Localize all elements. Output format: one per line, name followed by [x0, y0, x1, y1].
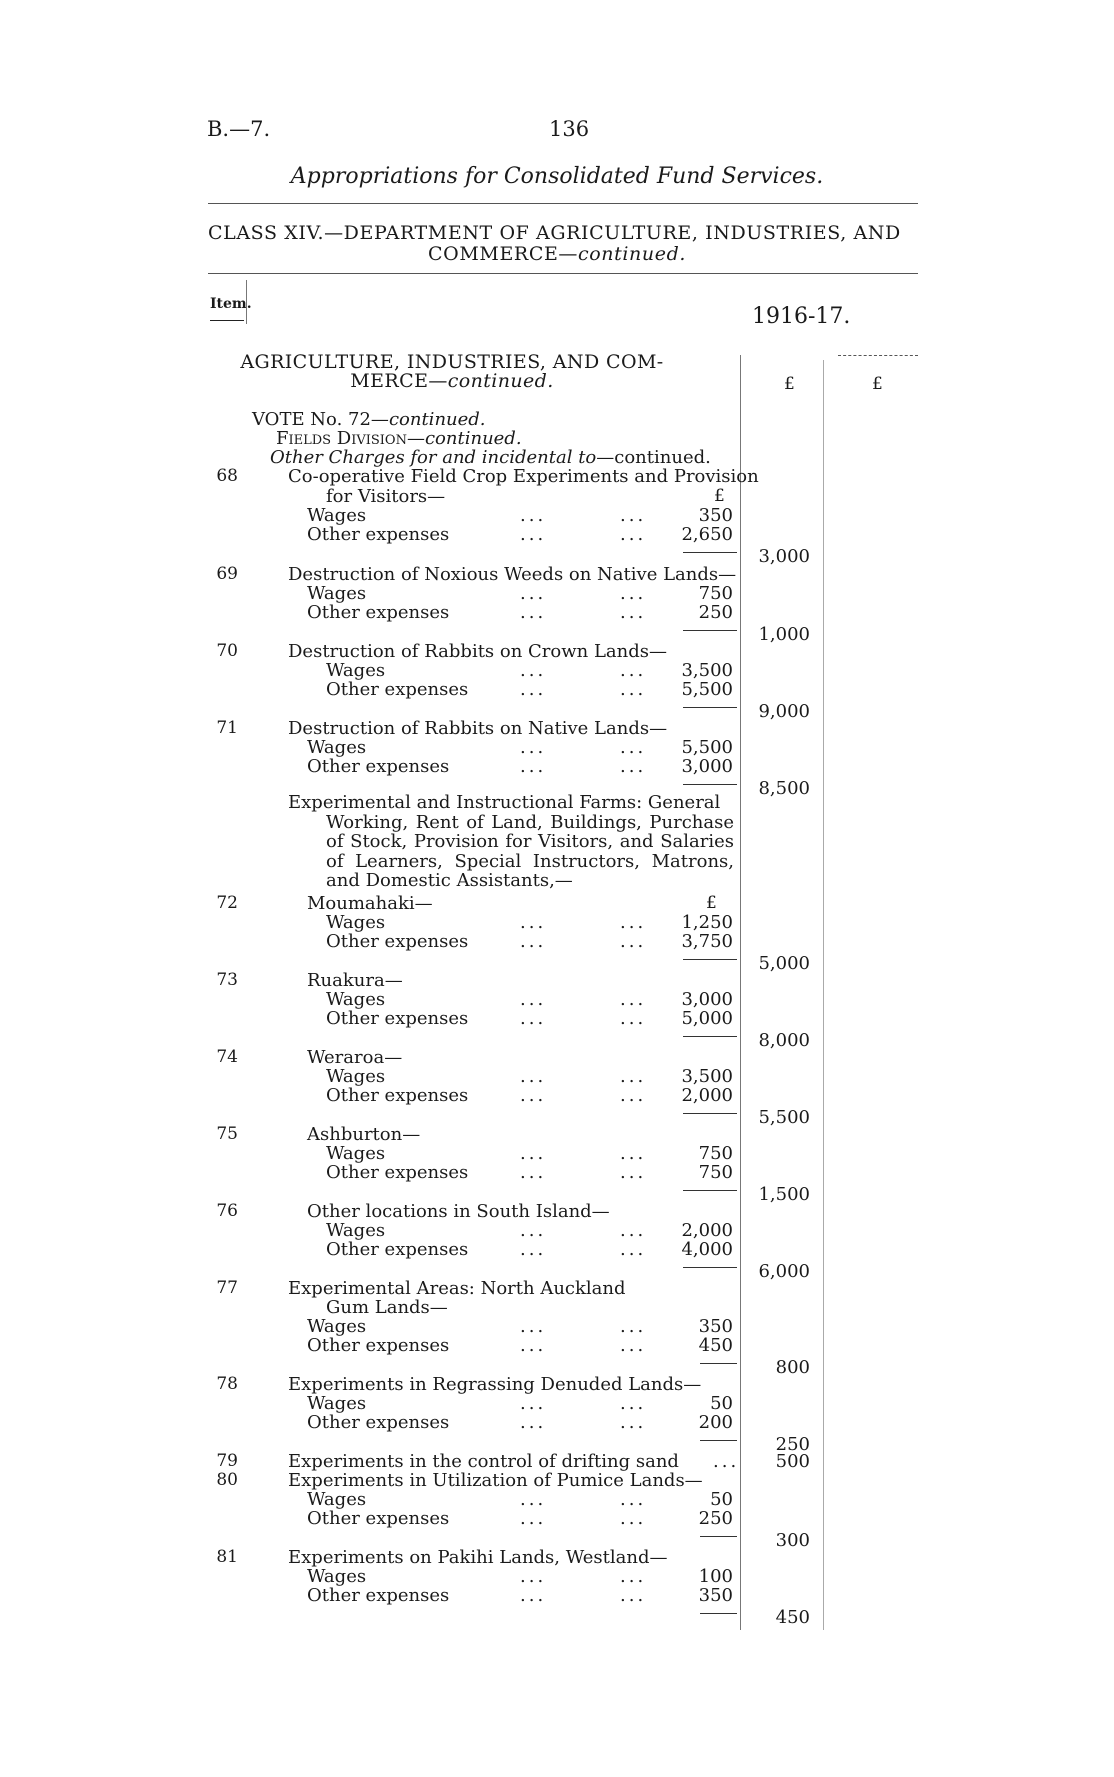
division-heading: [276, 428, 522, 449]
leader-dots: ...: [620, 912, 647, 933]
leader-dots: ...: [520, 660, 547, 681]
wages-label: Wages: [307, 1566, 367, 1587]
class-heading-line2: [0, 243, 1114, 265]
charges-continued: —continued.: [596, 447, 711, 468]
leader-dots: ...: [620, 660, 647, 681]
page-number: 136: [549, 117, 590, 141]
item-header-rule: [210, 320, 244, 321]
item-description-cont: Gum Lands—: [326, 1297, 448, 1318]
sum-rule: [700, 1363, 737, 1364]
other-expenses-amount: 3,750: [681, 931, 733, 952]
item-total: 1,500: [758, 1184, 810, 1205]
wages-label: Wages: [326, 1143, 386, 1164]
item-description: Experiments in Utilization of Pumice Lands—: [288, 1470, 703, 1491]
class-heading-commerce: COMMERCE—: [428, 243, 579, 265]
total-column-divider: [823, 360, 824, 1630]
other-expenses-amount: 250: [698, 1508, 733, 1529]
leader-dots: ...: [520, 1316, 547, 1337]
leader-dots: ...: [620, 1585, 647, 1606]
sum-rule: [683, 707, 737, 708]
sum-rule: [683, 784, 737, 785]
leader-dots: ...: [620, 1393, 647, 1414]
leader-dots: ...: [620, 1162, 647, 1183]
other-expenses-amount: 3,000: [681, 756, 733, 777]
leader-dots: ...: [620, 602, 647, 623]
leader-dots: ...: [520, 679, 547, 700]
leader-dots: ...: [520, 583, 547, 604]
other-expenses-amount: 450: [698, 1335, 733, 1356]
wages-amount: 50: [710, 1489, 733, 1510]
wages-amount: 3,500: [681, 1066, 733, 1087]
item-number: 78: [216, 1374, 238, 1394]
leader-dots: ...: [620, 1489, 647, 1510]
item-number: 70: [216, 641, 238, 661]
pound-sign: £: [714, 486, 725, 506]
item-number: 72: [216, 893, 238, 913]
wages-label: Wages: [326, 1220, 386, 1241]
item-total: 800: [775, 1357, 810, 1378]
other-expenses-label: Other expenses: [307, 756, 450, 777]
item-total: 8,500: [758, 778, 810, 799]
leader-dots: ...: [620, 1508, 647, 1529]
sum-rule: [683, 959, 737, 960]
item-description: Experiments in Regrassing Denuded Lands—: [288, 1374, 702, 1395]
farms-paragraph-first: Experimental and Instructional Farms: General: [288, 792, 721, 813]
farms-paragraph: [288, 793, 734, 891]
leader-dots: ...: [620, 1412, 647, 1433]
section-heading-line2: [0, 370, 1114, 392]
item-number: 79: [216, 1451, 238, 1471]
item-description: Experiments on Pakihi Lands, Westland—: [288, 1547, 668, 1568]
division-name: Fields Division: [276, 428, 407, 449]
other-expenses-amount: 5,000: [681, 1008, 733, 1029]
wages-label: Wages: [326, 989, 386, 1010]
leader-dots: ...: [520, 1220, 547, 1241]
leader-dots: ...: [520, 1489, 547, 1510]
item-total: 250: [775, 1434, 810, 1455]
item-description: Experimental Areas: North Auckland: [288, 1278, 626, 1299]
pound-sign: £: [706, 893, 717, 913]
leader-dots: ...: [520, 1412, 547, 1433]
item-description: Co-operative Field Crop Experiments and Provision: [288, 466, 759, 487]
leader-dots: ...: [520, 524, 547, 545]
leader-dots: ...: [620, 737, 647, 758]
sum-rule: [683, 630, 737, 631]
section-heading-line1: AGRICULTURE, INDUSTRIES, AND COM-: [240, 351, 664, 373]
other-expenses-amount: 5,500: [681, 679, 733, 700]
item-total: 500: [775, 1451, 810, 1472]
wages-amount: 350: [698, 1316, 733, 1337]
leader-dots: ...: [520, 1508, 547, 1529]
item-description: Weraroa—: [307, 1047, 403, 1068]
sum-rule: [700, 1440, 737, 1441]
item-total: 5,500: [758, 1107, 810, 1128]
leader-dots: ...: [620, 505, 647, 526]
item-description: Destruction of Noxious Weeds on Native Lands—: [288, 564, 737, 585]
farms-paragraph-rest: Working, Rent of Land, Buildings, Purchase of Stock, Provision for Visitors, and Salaries of Learners, Special Instructors, Matrons, and Domestic Assistants,—: [326, 811, 734, 891]
leader-dots: ...: [520, 602, 547, 623]
item-column-header: Item.: [210, 296, 252, 312]
other-expenses-label: Other expenses: [326, 1085, 469, 1106]
vote-heading: [252, 409, 486, 430]
item-total: 6,000: [758, 1261, 810, 1282]
charges-heading: [270, 447, 711, 468]
leader-dots: ...: [620, 1566, 647, 1587]
item-total: 1,000: [758, 624, 810, 645]
item-number: 76: [216, 1201, 238, 1221]
other-expenses-label: Other expenses: [326, 679, 469, 700]
item-description: Moumahaki—: [307, 893, 433, 914]
item-number: 74: [216, 1047, 238, 1067]
wages-amount: 1,250: [681, 912, 733, 933]
other-expenses-amount: 4,000: [681, 1239, 733, 1260]
sum-rule: [683, 1267, 737, 1268]
other-expenses-amount: 2,650: [681, 524, 733, 545]
leader-dots: ...: [520, 756, 547, 777]
other-expenses-amount: 2,000: [681, 1085, 733, 1106]
table-top-rule: [208, 273, 918, 274]
other-expenses-label: Other expenses: [326, 1008, 469, 1029]
leader-dots: ...: [620, 524, 647, 545]
leader-dots: ...: [520, 912, 547, 933]
leader-dots: ...: [713, 1451, 740, 1472]
leader-dots: ...: [620, 989, 647, 1010]
sum-rule: [700, 1613, 737, 1614]
item-description: Other locations in South Island—: [307, 1201, 610, 1222]
wages-label: Wages: [307, 1489, 367, 1510]
other-expenses-label: Other expenses: [326, 1162, 469, 1183]
leader-dots: ...: [520, 737, 547, 758]
leader-dots: ...: [520, 1393, 547, 1414]
other-expenses-amount: 350: [698, 1585, 733, 1606]
vote-number: VOTE No. 72—: [252, 409, 389, 430]
wages-label: Wages: [307, 583, 367, 604]
charges-label: Other Charges for and incidental to: [270, 447, 597, 468]
leader-dots: ...: [620, 1008, 647, 1029]
leader-dots: ...: [520, 1008, 547, 1029]
item-total: 5,000: [758, 953, 810, 974]
leader-dots: ...: [620, 1143, 647, 1164]
wages-label: Wages: [326, 912, 386, 933]
other-expenses-amount: 750: [698, 1162, 733, 1183]
wages-label: Wages: [326, 1066, 386, 1087]
item-description-cont: for Visitors—: [326, 486, 446, 507]
leader-dots: ...: [520, 1239, 547, 1260]
wages-label: Wages: [326, 660, 386, 681]
leader-dots: ...: [620, 1239, 647, 1260]
wages-amount: 3,500: [681, 660, 733, 681]
leader-dots: ...: [620, 1316, 647, 1337]
other-expenses-amount: 200: [698, 1412, 733, 1433]
item-number: 68: [216, 466, 238, 486]
item-description: Experiments in the control of drifting sand: [288, 1451, 679, 1472]
wages-label: Wages: [307, 1316, 367, 1337]
leader-dots: ...: [520, 1162, 547, 1183]
class-heading-line1: CLASS XIV.—DEPARTMENT OF AGRICULTURE, INDUSTRIES, AND: [208, 222, 901, 244]
leader-dots: ...: [620, 679, 647, 700]
item-description: Destruction of Rabbits on Native Lands—: [288, 718, 668, 739]
year-column-header: 1916-17.: [752, 304, 851, 329]
leader-dots: ...: [520, 505, 547, 526]
wages-amount: 2,000: [681, 1220, 733, 1241]
item-total: 9,000: [758, 701, 810, 722]
leader-dots: ...: [620, 583, 647, 604]
other-expenses-label: Other expenses: [307, 524, 450, 545]
leader-dots: ...: [620, 931, 647, 952]
item-total: 450: [775, 1607, 810, 1628]
leader-dots: ...: [520, 1585, 547, 1606]
item-number: 69: [216, 564, 238, 584]
wages-label: Wages: [307, 1393, 367, 1414]
section-heading-continued: continued.: [447, 370, 554, 392]
sum-rule: [683, 552, 737, 553]
wages-label: Wages: [307, 505, 367, 526]
leader-dots: ...: [620, 1085, 647, 1106]
item-number: 80: [216, 1470, 238, 1490]
title-rule: [208, 203, 918, 204]
pound-sign-col2: £: [872, 374, 883, 394]
other-expenses-label: Other expenses: [326, 1239, 469, 1260]
vote-continued: continued.: [388, 409, 486, 430]
other-expenses-label: Other expenses: [307, 1412, 450, 1433]
wages-amount: 100: [698, 1566, 733, 1587]
leader-dots: ...: [520, 1143, 547, 1164]
wages-amount: 5,500: [681, 737, 733, 758]
item-description: Ruakura—: [307, 970, 403, 991]
division-continued: —continued.: [406, 428, 522, 449]
other-expenses-label: Other expenses: [307, 602, 450, 623]
leader-dots: ...: [520, 1566, 547, 1587]
sum-rule: [683, 1036, 737, 1037]
wages-amount: 3,000: [681, 989, 733, 1010]
item-number: 71: [216, 718, 238, 738]
item-number: 77: [216, 1278, 238, 1298]
other-expenses-label: Other expenses: [326, 931, 469, 952]
item-column-divider: [246, 280, 247, 324]
item-total: 3,000: [758, 546, 810, 567]
section-heading-commerce: MERCE—: [350, 370, 448, 392]
page-title: Appropriations for Consolidated Fund Services.: [290, 164, 824, 189]
pound-sign-col1: £: [784, 374, 795, 394]
leader-dots: ...: [520, 1066, 547, 1087]
item-description: Ashburton—: [307, 1124, 421, 1145]
leader-dots: ...: [620, 756, 647, 777]
other-expenses-amount: 250: [698, 602, 733, 623]
wages-amount: 50: [710, 1393, 733, 1414]
item-description: Destruction of Rabbits on Crown Lands—: [288, 641, 668, 662]
wages-amount: 750: [698, 1143, 733, 1164]
leader-dots: ...: [620, 1220, 647, 1241]
item-total: 300: [775, 1530, 810, 1551]
sum-rule: [683, 1113, 737, 1114]
item-number: 73: [216, 970, 238, 990]
leader-dots: ...: [620, 1335, 647, 1356]
item-total: 8,000: [758, 1030, 810, 1051]
leader-dots: ...: [520, 931, 547, 952]
item-number: 75: [216, 1124, 238, 1144]
wages-label: Wages: [307, 737, 367, 758]
document-code: B.—7.: [207, 117, 271, 141]
class-heading-continued: continued.: [578, 243, 686, 265]
sum-rule: [700, 1536, 737, 1537]
other-expenses-label: Other expenses: [307, 1508, 450, 1529]
leader-dots: ...: [520, 1335, 547, 1356]
leader-dots: ...: [520, 989, 547, 1010]
wages-amount: 350: [698, 505, 733, 526]
other-expenses-label: Other expenses: [307, 1335, 450, 1356]
leader-dots: ...: [520, 1085, 547, 1106]
item-number: 81: [216, 1547, 238, 1567]
other-expenses-label: Other expenses: [307, 1585, 450, 1606]
wages-amount: 750: [698, 583, 733, 604]
sum-rule: [683, 1190, 737, 1191]
leader-dots: ...: [620, 1066, 647, 1087]
